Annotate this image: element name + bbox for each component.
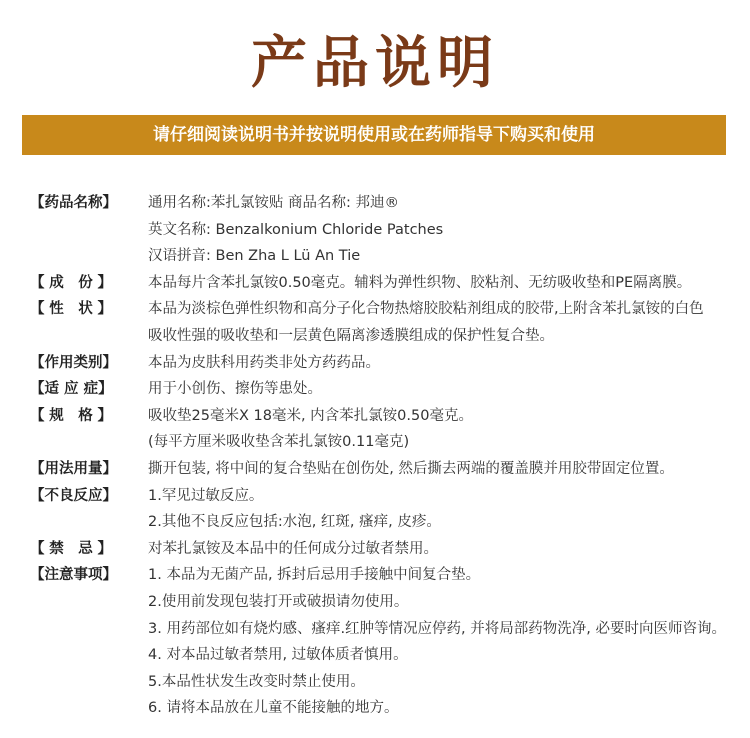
info-value: 1. 本品为无菌产品, 拆封后忌用手接触中间复合垫。 (148, 567, 481, 584)
info-label: 【注意事项】 (30, 567, 117, 584)
info-value: 用于小创伤、擦伤等患处。 (148, 381, 322, 398)
info-row (0, 669, 750, 696)
info-label: 【规 格】 (30, 407, 112, 424)
info-row (0, 616, 750, 643)
info-value: 4. 对本品过敏者禁用, 过敏体质者慎用。 (148, 647, 408, 664)
info-label: 【性 状】 (30, 301, 112, 318)
info-row (0, 376, 750, 403)
info-row (0, 350, 750, 377)
info-label: 【药品名称】 (30, 195, 117, 211)
info-row (0, 642, 750, 669)
info-row (0, 509, 750, 536)
info-row (0, 429, 750, 456)
info-value: 2.使用前发现包装打开或破损请勿使用。 (148, 593, 409, 610)
info-value: 吸收性强的吸收垫和一层黄色隔离渗透膜组成的保护性复合垫。 (148, 327, 554, 344)
info-label: 【禁 忌】 (30, 540, 112, 557)
info-row (0, 456, 750, 483)
info-label: 【作用类别】 (30, 354, 117, 371)
info-value: 撕开包装, 将中间的复合垫贴在创伤处, 然后撕去两端的覆盖膜并用胶带固定位置。 (148, 460, 674, 477)
product-info-list (0, 190, 750, 722)
info-value: 本品为淡棕色弹性织物和高分子化合物热熔胶胶粘剂组成的胶带,上附含苯扎氯铵的白色 (148, 301, 704, 318)
info-row (0, 243, 750, 270)
info-row (0, 217, 750, 244)
info-row (0, 403, 750, 430)
info-value: (每平方厘米吸收垫含苯扎氯铵0.11毫克) (148, 434, 410, 451)
info-row (0, 323, 750, 350)
info-label: 【成 份】 (30, 274, 112, 291)
info-row (0, 296, 750, 323)
info-value: 通用名称:苯扎氯铵贴 商品名称: 邦迪® (148, 195, 399, 211)
info-value: 吸收垫25毫米X 18毫米, 内含苯扎氯铵0.50毫克。 (148, 407, 473, 424)
info-row (0, 483, 750, 510)
info-value: 本品为皮肤科用药类非处方药药品。 (148, 354, 380, 371)
instruction-banner: 请仔细阅读说明书并按说明使用或在药师指导下购买和使用 (22, 115, 726, 155)
info-value: 3. 用药部位如有烧灼感、瘙痒.红肿等情况应停药, 并将局部药物洗净, 必要时向医师咨询。 (148, 620, 726, 637)
info-value: 6. 请将本品放在儿童不能接触的地方。 (148, 700, 399, 717)
info-value: 1.罕见过敏反应。 (148, 487, 264, 504)
info-value: 汉语拼音: Ben Zha L Lü An Tie (148, 248, 361, 265)
info-row (0, 270, 750, 297)
info-label: 【适 应 症】 (30, 381, 113, 398)
info-value: 5.本品性状发生改变时禁止使用。 (148, 673, 365, 690)
info-value: 对苯扎氯铵及本品中的任何成分过敏者禁用。 (148, 540, 438, 557)
page-title: 产品说明 (251, 31, 499, 96)
info-label: 【不良反应】 (30, 487, 117, 504)
info-row (0, 190, 750, 217)
info-row (0, 589, 750, 616)
info-value: 英文名称: Benzalkonium Chloride Patches (148, 221, 444, 238)
info-label: 【用法用量】 (30, 460, 117, 477)
info-value: 本品每片含苯扎氯铵0.50毫克。辅料为弹性织物、胶粘剂、无纺吸收垫和PE隔离膜。 (148, 274, 692, 291)
info-row (0, 562, 750, 589)
info-value: 2.其他不良反应包括:水泡, 红斑, 瘙痒, 皮疹。 (148, 514, 441, 531)
info-row (0, 536, 750, 563)
info-row (0, 695, 750, 722)
